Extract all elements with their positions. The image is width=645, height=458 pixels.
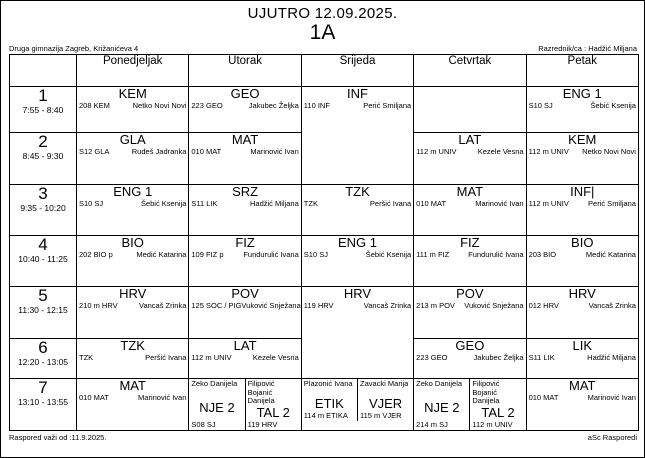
room-label: S10 SJ (528, 101, 553, 110)
lesson-cell-mon-4[interactable] (77, 236, 189, 287)
lesson-cell-wed-7-split (301, 379, 413, 431)
subject-label: HRV (568, 286, 596, 301)
teacher-label: Medić Katarina (136, 250, 187, 259)
room-label: S08 SJ (191, 419, 216, 429)
subject-label: LAT (233, 338, 257, 353)
teacher-label: Šebić Ksenija (140, 199, 187, 208)
lesson-cell-tue-1[interactable] (189, 87, 301, 133)
day-header-monday: Ponedjeljak (77, 55, 189, 87)
lesson-cell-mon-6[interactable] (77, 339, 189, 379)
lesson-cell-wed-1-2[interactable] (301, 87, 413, 185)
room-label: TZK (79, 353, 94, 362)
subject-label: ENG 1 (337, 235, 377, 250)
teacher-label: Filipović Bojanić Danijela (247, 379, 275, 405)
subject-label: GEO (230, 86, 260, 101)
period-number: 5 (38, 286, 48, 305)
lesson-subcell-tue-7-tal2[interactable] (245, 379, 301, 430)
lesson-cell-fri-1[interactable] (526, 87, 638, 133)
room-label: 012 HRV (528, 301, 559, 310)
room-label: 213 m POV (416, 301, 455, 310)
period-number: 7 (38, 378, 48, 397)
period-number: 6 (38, 338, 48, 357)
teacher-label: Marinović Ivan (475, 199, 524, 208)
subject-label: POV (231, 286, 259, 301)
room-label: TZK (303, 199, 318, 208)
teacher-label: Peršić Ivana (145, 353, 187, 362)
subject-label: LIK (572, 338, 593, 353)
subject-label: SRZ (232, 184, 259, 199)
lesson-cell-wed-5-6[interactable] (301, 287, 413, 379)
period-row-header-6 (10, 339, 77, 379)
lesson-cell-mon-2[interactable] (77, 133, 189, 185)
teacher-label: Perić Smiljana (588, 199, 636, 208)
lesson-cell-tue-3[interactable] (189, 185, 301, 236)
lesson-subcell-wed-7-etik[interactable] (302, 379, 357, 421)
subject-label: POV (456, 286, 484, 301)
lesson-cell-fri-4[interactable] (526, 236, 638, 287)
room-label: S12 GLA (79, 147, 110, 156)
period-time: 9:35 - 10:20 (20, 203, 66, 213)
lesson-cell-tue-2[interactable] (189, 133, 301, 185)
lesson-cell-fri-2[interactable] (526, 133, 638, 185)
teacher-label: Vancaš Zrinka (139, 301, 187, 310)
timetable-grid (9, 54, 639, 431)
subject-label: INF (347, 86, 368, 101)
subject-label: MAT (569, 378, 596, 393)
teacher-label: Jakubec Željka (473, 353, 524, 362)
period-row-header-4 (10, 236, 77, 287)
subject-label: BIO (571, 235, 594, 250)
lesson-subcell-wed-7-vjer[interactable] (357, 379, 413, 421)
period-row-header-3 (10, 185, 77, 236)
room-label: 125 SOC / PIG (191, 301, 242, 310)
teacher-label: Peršić Ivana (369, 199, 412, 208)
lesson-cell-wed-3[interactable] (301, 185, 413, 236)
lesson-cell-tue-7-split (189, 379, 301, 431)
subject-label: MAT (456, 184, 484, 199)
room-label: 010 MAT (191, 147, 222, 156)
lesson-cell-fri-3[interactable] (526, 185, 638, 236)
room-label: 010 MAT (416, 199, 447, 208)
lesson-cell-fri-6[interactable] (526, 339, 638, 379)
lesson-cell-thu-4[interactable] (414, 236, 526, 287)
valid-from-note: Raspored važi od :11.9.2025. (9, 432, 107, 442)
room-label: 112 m UNIV (472, 419, 513, 429)
room-label: 114 m ETIKA (303, 411, 348, 420)
teacher-label: Vuković Snježana (464, 301, 524, 310)
teacher-label: Netko Novi Novi (132, 101, 187, 110)
teacher-label: Medić Katarina (585, 250, 636, 259)
room-label: 202 BIO p (79, 250, 113, 259)
teacher-label: Marinović Ivan (250, 147, 299, 156)
period-time: 7:55 - 8:40 (22, 105, 64, 115)
teacher-label: Vancaš Zrinka (588, 301, 636, 310)
teacher-label: Fundurulić Ivana (243, 250, 299, 259)
subject-label: TAL 2 (256, 404, 290, 420)
teacher-label: Hadžić Miljana (587, 353, 636, 362)
teacher-label: Zavacki Marija (359, 379, 409, 388)
lesson-cell-thu-6[interactable] (414, 339, 526, 379)
lesson-cell-mon-1[interactable] (77, 87, 189, 133)
period-time: 8:45 - 9:30 (22, 151, 64, 161)
teacher-label: Kezele Vesna (252, 353, 299, 362)
day-header-wednesday: Srijeda (301, 55, 413, 87)
teacher-label: Zeko Danijela (416, 379, 463, 388)
day-header-friday: Petak (526, 55, 638, 87)
lesson-cell-thu-1-empty[interactable] (414, 87, 526, 133)
period-row-header-2 (10, 133, 77, 185)
period-row-header-5 (10, 287, 77, 339)
lesson-cell-wed-4[interactable] (301, 236, 413, 287)
page-title: UJUTRO 12.09.2025. (247, 5, 398, 22)
class-name: 1A (309, 21, 336, 44)
period-row-header-7 (10, 379, 77, 431)
subject-label: BIO (121, 235, 144, 250)
room-label: 112 m UNIV (528, 147, 569, 156)
lesson-cell-mon-7[interactable] (77, 379, 189, 431)
homeroom-teacher: Razrednik/ca : Hadžić Miljana (538, 44, 637, 53)
lesson-subcell-thu-7-nje2[interactable] (414, 379, 469, 430)
room-label: 010 MAT (528, 393, 559, 402)
teacher-label: Hadžić Miljana (250, 199, 299, 208)
room-label: 223 GEO (191, 101, 223, 110)
subject-label: ENG 1 (562, 86, 602, 101)
teacher-label: Šebić Ksenija (365, 250, 412, 259)
teacher-label: Jakubec Željka (248, 101, 299, 110)
room-label: 010 MAT (79, 393, 109, 402)
subject-label: INF| (570, 184, 595, 199)
room-label: 109 FIZ p (191, 250, 224, 259)
room-label: 210 m HRV (79, 301, 118, 310)
lesson-cell-mon-5[interactable] (77, 287, 189, 339)
subject-label: HRV (343, 286, 372, 301)
subject-label: NJE 2 (424, 400, 460, 416)
room-label: S10 SJ (79, 199, 104, 208)
subject-label: GEO (455, 338, 485, 353)
room-label: 112 m UNIV (191, 353, 232, 362)
subject-label: FIZ (235, 235, 255, 250)
lesson-cell-thu-5[interactable] (414, 287, 526, 339)
room-label: 112 m UNIV (528, 199, 569, 208)
subject-label: FIZ (460, 235, 480, 250)
room-label: 203 BIO (528, 250, 557, 259)
subject-label: KEM (118, 86, 147, 101)
subject-label: MAT (231, 132, 259, 147)
teacher-label: Vuković Snježana (241, 301, 301, 310)
subheader (9, 44, 637, 53)
room-label: 115 m VJER (359, 411, 402, 420)
teacher-label: Plazonić Ivana (303, 379, 353, 388)
lesson-cell-tue-4[interactable] (189, 236, 301, 287)
room-label: 119 HRV (247, 419, 278, 429)
subject-label: ETIK (314, 396, 344, 411)
lesson-cell-thu-3[interactable] (414, 185, 526, 236)
period-number: 1 (38, 86, 48, 105)
teacher-label: Filipović Bojanić Danijela (472, 379, 500, 405)
lesson-subcell-tue-7-nje2[interactable] (189, 379, 244, 430)
subject-label: TAL 2 (481, 404, 515, 420)
teacher-label: Zeko Danijela (191, 379, 238, 388)
subject-label: MAT (119, 378, 146, 393)
corner-cell (10, 55, 77, 87)
lesson-cell-mon-3[interactable] (77, 185, 189, 236)
subject-label: GLA (119, 132, 146, 147)
subject-label: LAT (458, 132, 482, 147)
lesson-cell-thu-7-split (414, 379, 526, 431)
period-row-header-1 (10, 87, 77, 133)
period-time: 12:20 - 13:05 (17, 357, 69, 367)
room-label: 119 HRV (303, 301, 334, 310)
period-time: 11:30 - 12:15 (18, 305, 68, 315)
room-label: 223 GEO (416, 353, 448, 362)
room-label: 112 m UNIV (416, 147, 457, 156)
subject-label: TZK (345, 184, 370, 199)
subject-label: VJER (368, 396, 403, 411)
school-name: Druga gimnazija Zagreb, Križanićeva 4 (9, 44, 139, 53)
room-label: S11 LIK (191, 199, 218, 208)
teacher-label: Šebić Ksenija (590, 101, 636, 110)
period-time: 10:40 - 11:25 (18, 254, 68, 264)
lesson-cell-tue-5[interactable] (189, 287, 301, 339)
lesson-cell-tue-6[interactable] (189, 339, 301, 379)
lesson-cell-fri-7[interactable] (526, 379, 638, 431)
subject-label: HRV (119, 286, 147, 301)
subject-label: TZK (120, 338, 145, 353)
room-label: 110 INF (303, 101, 330, 110)
teacher-label: Netko Novi Novi (582, 147, 636, 156)
lesson-subcell-thu-7-tal2[interactable] (469, 379, 525, 430)
teacher-label: Fundurulić Ivana (468, 250, 524, 259)
teacher-label: Marinović Ivan (587, 393, 636, 402)
day-header-tuesday: Utorak (189, 55, 301, 87)
room-label: 111 m FIZ (416, 250, 450, 259)
teacher-label: Vancaš Zrinka (363, 301, 412, 310)
room-label: 214 m SJ (416, 419, 448, 429)
period-number: 2 (38, 132, 48, 151)
subject-label: KEM (568, 132, 597, 147)
teacher-label: Perić Smiljana (363, 101, 412, 110)
lesson-cell-fri-5[interactable] (526, 287, 638, 339)
subject-label: NJE 2 (199, 400, 235, 416)
footer (9, 433, 637, 442)
software-credit: aSc Rasporedi (587, 432, 637, 442)
period-number: 3 (38, 184, 48, 203)
period-time: 13:10 - 13:55 (17, 397, 69, 407)
room-label: S11 LIK (528, 353, 555, 362)
subject-label: ENG 1 (113, 184, 153, 199)
day-header-thursday: Četvrtak (414, 55, 526, 87)
lesson-cell-thu-2[interactable] (414, 133, 526, 185)
teacher-label: Rudeš Jadranka (131, 147, 187, 156)
room-label: S10 SJ (303, 250, 328, 259)
period-number: 4 (38, 235, 48, 254)
teacher-label: Kezele Vesna (477, 147, 524, 156)
room-label: 208 KEM (79, 101, 110, 110)
teacher-label: Marinović Ivan (138, 393, 187, 402)
